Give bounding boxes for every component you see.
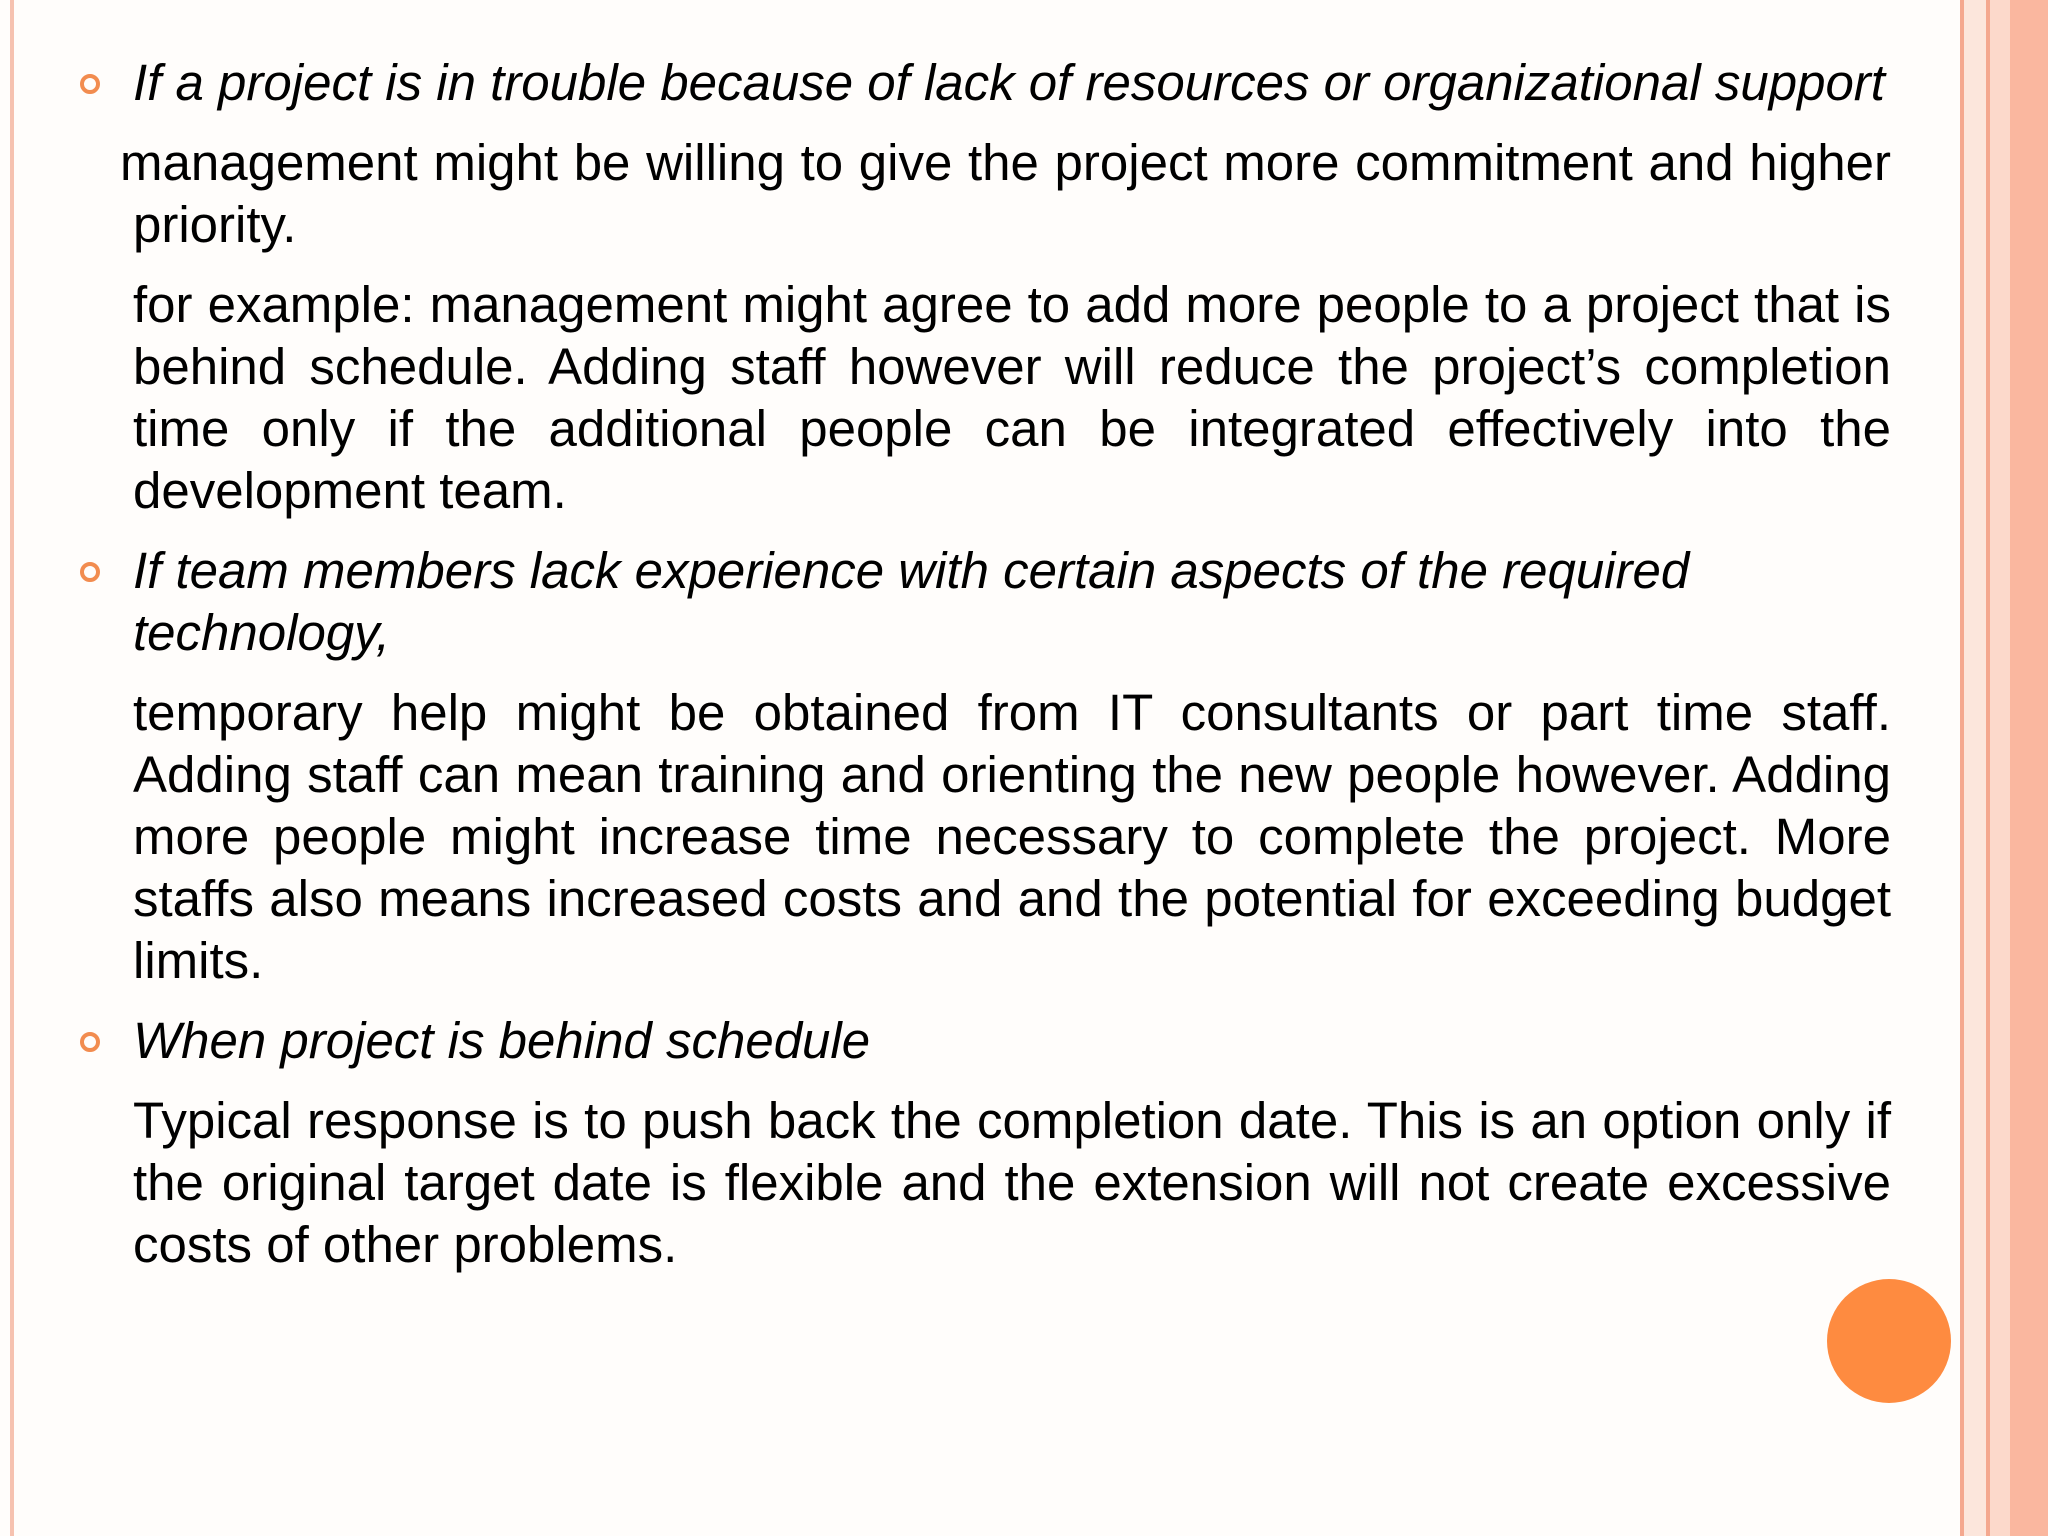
body-paragraph: Typical response is to push back the completion date. This is an option only if the original target date is flexible and the extension will not create excessive costs of other problems. [133, 1092, 1891, 1273]
right-decorative-stripe [1990, 0, 2010, 1536]
orange-circle-decoration [1827, 1279, 1951, 1403]
bullet-ring-icon [80, 562, 100, 582]
bullet-item-resources [0, 52, 1900, 522]
bullet-heading: When project is behind schedule [133, 1012, 871, 1069]
bullet-heading: If a project is in trouble because of lack of resources or organizational support [133, 54, 1885, 111]
body-paragraph: for example: management might agree to add more people to a project that is behind schedule. Adding staff however will reduce the project’s completion time only if the additional people can be integrated effectively into the development team. [133, 276, 1891, 519]
bullet-item-schedule [0, 1010, 1900, 1276]
body-paragraph: management might be willing to give the project more commitment and higher priority. [120, 134, 1891, 253]
right-decorative-stripe [1964, 0, 1986, 1536]
slide-content [0, 52, 1900, 1294]
bullet-ring-icon [80, 1032, 100, 1052]
bullet-item-experience [0, 540, 1900, 992]
right-decorative-stripe [2010, 0, 2048, 1536]
body-paragraph: temporary help might be obtained from IT consultants or part time staff. Adding staff can mean training and orienting the new people however. Adding more people might increase time necessary to complete the project. More staffs also means increased costs and and the potential for exceeding budget limits. [133, 684, 1891, 989]
bullet-heading: If team members lack experience with certain aspects of the required technology, [133, 542, 1690, 661]
bullet-ring-icon [80, 74, 100, 94]
